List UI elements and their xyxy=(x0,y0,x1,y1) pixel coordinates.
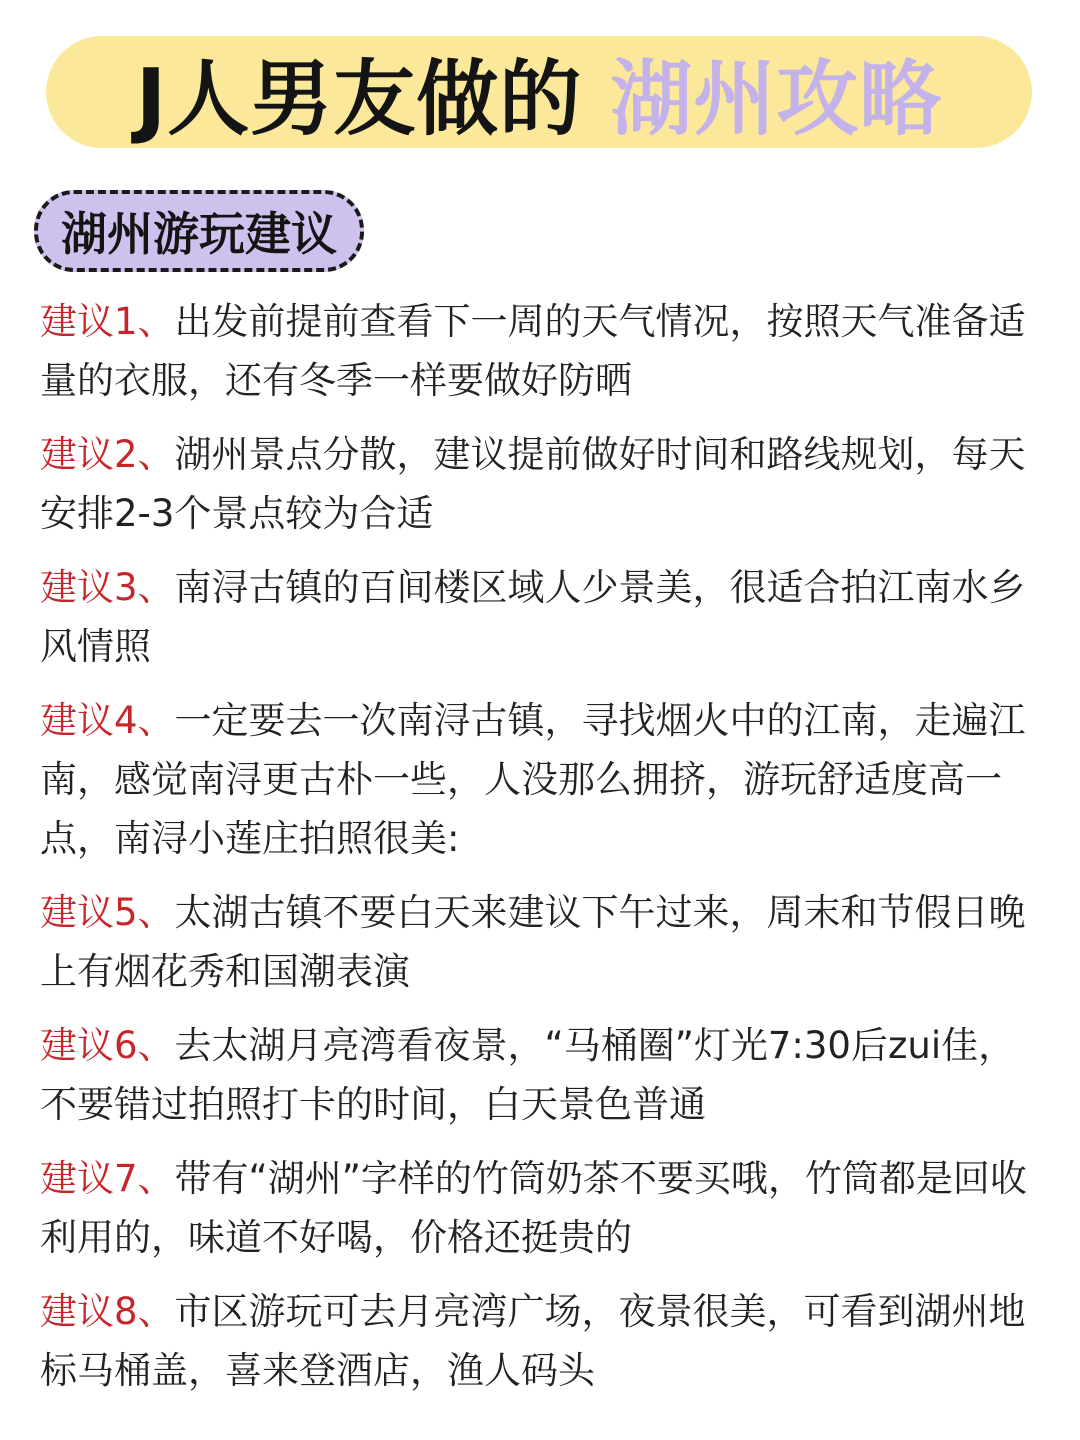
tip-item-6 xyxy=(40,1016,1046,1134)
tip-label: 建议6、 xyxy=(40,1024,175,1067)
tip-item-2 xyxy=(40,425,1046,543)
section-heading: 湖州游玩建议 xyxy=(34,190,364,272)
tip-text: 南浔古镇的百间楼区域人少景美，很适合拍江南水乡风情照 xyxy=(40,566,1026,668)
title-highlight: 湖州攻略 xyxy=(610,51,943,147)
tip-label: 建议2、 xyxy=(40,433,175,476)
tip-text: 市区游玩可去月亮湾广场，夜景很美，可看到湖州地标马桶盖，喜来登酒店，渔人码头 xyxy=(40,1290,1026,1392)
tip-text: 出发前提前查看下一周的天气情况，按照天气准备适量的衣服，还有冬季一样要做好防晒 xyxy=(40,300,1026,402)
tip-item-5 xyxy=(40,883,1046,1001)
tip-text: 一定要去一次南浔古镇，寻找烟火中的江南，走遍江南，感觉南浔更古朴一些，人没那么拥挤，游玩舒适度高一点，南浔小莲庄拍照很美: xyxy=(40,699,1026,860)
tip-label: 建议4、 xyxy=(40,699,175,742)
tip-text: 太湖古镇不要白天来建议下午过来，周末和节假日晚上有烟花秀和国潮表演 xyxy=(40,891,1026,993)
tip-item-3 xyxy=(40,558,1046,676)
tip-label: 建议3、 xyxy=(40,566,175,609)
tips-list xyxy=(40,292,1046,1415)
tip-text: 带有“湖州”字样的竹筒奶茶不要买哦，竹筒都是回收利用的，味道不好喝，价格还挺贵的 xyxy=(40,1157,1027,1259)
tip-label: 建议8、 xyxy=(40,1290,175,1333)
tip-text: 湖州景点分散，建议提前做好时间和路线规划，每天安排2-3个景点较为合适 xyxy=(40,433,1026,535)
tip-label: 建议1、 xyxy=(40,300,175,343)
title-banner xyxy=(46,36,1032,148)
title-main: J人男友做的 xyxy=(135,51,583,147)
tip-label: 建议5、 xyxy=(40,891,175,934)
tip-item-4 xyxy=(40,691,1046,868)
tip-item-1 xyxy=(40,292,1046,410)
tip-item-7 xyxy=(40,1149,1046,1267)
tip-text: 去太湖月亮湾看夜景，“马桶圈”灯光7:30后zui佳，不要错过拍照打卡的时间，白天景色普通 xyxy=(40,1024,1016,1126)
tip-item-8 xyxy=(40,1282,1046,1400)
tip-label: 建议7、 xyxy=(40,1157,175,1200)
